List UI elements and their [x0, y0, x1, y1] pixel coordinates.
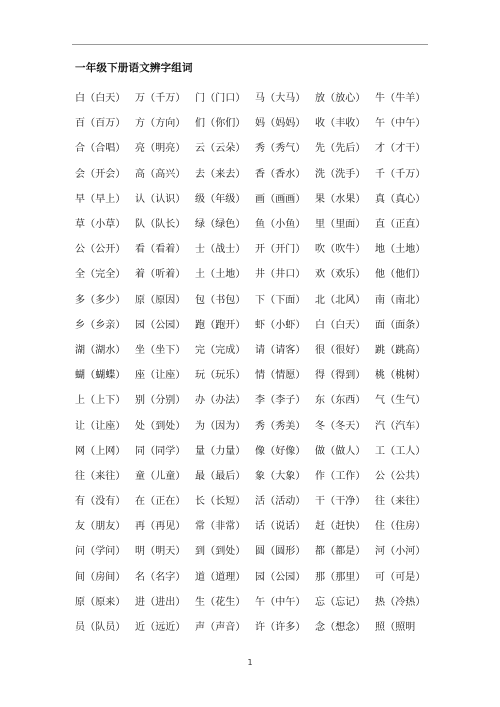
word-entry: 才（才干） — [375, 143, 426, 155]
word-entry: 桃（桃树） — [375, 370, 426, 382]
word-entry: 先（先后） — [315, 143, 366, 155]
word-entry: 生（花生） — [195, 596, 246, 608]
word-entry: 作（工作） — [315, 470, 366, 482]
word-entry: 全（完全） — [75, 269, 126, 281]
word-entry: 放（放心） — [315, 93, 366, 105]
word-entry: 再（再见） — [135, 521, 186, 533]
word-entry: 吹（吹牛） — [315, 244, 366, 256]
word-entry: 量（力量） — [195, 445, 246, 457]
word-entry: 原（原来） — [75, 596, 126, 608]
word-entry: 气（生气） — [375, 395, 426, 407]
word-entry: 白（白天） — [315, 319, 366, 331]
word-entry: 方（方向） — [135, 118, 186, 130]
word-entry: 洗（洗手） — [315, 168, 366, 180]
word-row — [75, 160, 435, 185]
word-entry: 高（高兴） — [135, 168, 186, 180]
word-entry: 原（原因） — [135, 294, 186, 306]
word-entry: 认（认识） — [135, 193, 186, 205]
word-entry: 午（中午） — [255, 596, 306, 608]
word-entry: 处（到处） — [135, 420, 186, 432]
word-entry: 里（里面） — [315, 219, 366, 231]
word-row — [75, 462, 435, 487]
word-entry: 地（土地） — [375, 244, 426, 256]
word-entry: 在（正在） — [135, 496, 186, 508]
word-entry: 活（活动） — [255, 496, 306, 508]
word-entry: 云（云朵） — [195, 143, 246, 155]
word-entry: 热（冷热） — [375, 596, 426, 608]
word-row — [75, 588, 435, 613]
word-entry: 真（真心） — [375, 193, 426, 205]
word-entry: 汽（汽车） — [375, 420, 426, 432]
word-entry: 鱼（小鱼） — [255, 219, 306, 231]
word-row — [75, 109, 435, 134]
document-title: 一年级下册语文辨字组词 — [75, 62, 193, 74]
word-row — [75, 235, 435, 260]
word-row — [75, 286, 435, 311]
word-entry: 面（面条） — [375, 319, 426, 331]
word-row — [75, 437, 435, 462]
word-entry: 级（年级） — [195, 193, 246, 205]
word-entry: 果（水果） — [315, 193, 366, 205]
word-entry: 东（东西） — [315, 395, 366, 407]
word-entry: 进（进出） — [135, 596, 186, 608]
word-entry: 圆（圆形） — [255, 546, 306, 558]
word-entry: 万（千万） — [135, 93, 186, 105]
word-entry: 情（情愿） — [255, 370, 306, 382]
word-entry: 蝴（蝴蝶） — [75, 370, 126, 382]
word-entry: 看（看着） — [135, 244, 186, 256]
word-entry: 白（白天） — [75, 93, 126, 105]
word-entry: 开（开门） — [255, 244, 306, 256]
word-entry: 长（长短） — [195, 496, 246, 508]
word-row — [75, 487, 435, 512]
word-row — [75, 311, 435, 336]
word-entry: 乡（乡亲） — [75, 319, 126, 331]
word-entry: 妈（妈妈） — [255, 118, 306, 130]
word-entry: 问（学问） — [75, 546, 126, 558]
word-entry: 午（中午） — [375, 118, 426, 130]
word-entry: 完（完成） — [195, 344, 246, 356]
word-entry: 亮（明亮） — [135, 143, 186, 155]
word-entry: 草（小草） — [75, 219, 126, 231]
word-row — [75, 613, 435, 638]
page-number: 1 — [247, 658, 253, 667]
word-entry: 下（下面） — [255, 294, 306, 306]
word-entry: 最（最后） — [195, 470, 246, 482]
word-entry: 马（大马） — [255, 93, 306, 105]
word-entry: 去（来去） — [195, 168, 246, 180]
word-entry: 明（明天） — [135, 546, 186, 558]
word-entry: 河（小河） — [375, 546, 426, 558]
word-entry: 南（南北） — [375, 294, 426, 306]
word-entry: 百（百万） — [75, 118, 126, 130]
word-entry: 念（想念） — [315, 622, 366, 634]
word-entry: 往（来往） — [75, 470, 126, 482]
word-entry: 同（同学） — [135, 445, 186, 457]
word-entry: 包（书包） — [195, 294, 246, 306]
word-entry: 井（井口） — [255, 269, 306, 281]
word-entry: 像（好像） — [255, 445, 306, 457]
word-entry: 童（儿童） — [135, 470, 186, 482]
word-entry: 公（公开） — [75, 244, 126, 256]
word-entry: 照（照明 — [375, 622, 416, 634]
word-entry: 秀（秀美） — [255, 420, 306, 432]
word-entry: 会（开会） — [75, 168, 126, 180]
word-entry: 近（远近） — [135, 622, 186, 634]
word-entry: 秀（秀气） — [255, 143, 306, 155]
word-entry: 请（请客） — [255, 344, 306, 356]
word-entry: 公（公共） — [375, 470, 426, 482]
word-entry: 坐（坐下） — [135, 344, 186, 356]
word-entry: 象（大象） — [255, 470, 306, 482]
word-entry: 冬（冬天） — [315, 420, 366, 432]
word-entry: 玩（玩乐） — [195, 370, 246, 382]
word-entry: 友（朋友） — [75, 521, 126, 533]
word-entry: 多（多少） — [75, 294, 126, 306]
word-entry: 早（早上） — [75, 193, 126, 205]
word-entry: 赶（赶快） — [315, 521, 366, 533]
word-entry: 有（没有） — [75, 496, 126, 508]
word-entry: 到（到处） — [195, 546, 246, 558]
word-entry: 北（北风） — [315, 294, 366, 306]
word-entry: 着（听着） — [135, 269, 186, 281]
word-entry: 画（画画） — [255, 193, 306, 205]
word-entry: 办（办法） — [195, 395, 246, 407]
word-entry: 跑（跑开） — [195, 319, 246, 331]
word-entry: 住（住房） — [375, 521, 426, 533]
word-entry: 土（土地） — [195, 269, 246, 281]
word-row — [75, 512, 435, 537]
word-entry: 间（房间） — [75, 571, 126, 583]
word-entry: 园（公园） — [135, 319, 186, 331]
word-entry: 往（来往） — [375, 496, 426, 508]
word-entry: 们（你们） — [195, 118, 246, 130]
word-entry: 声（声音） — [195, 622, 246, 634]
header-rule — [72, 44, 428, 45]
word-entry: 常（非常） — [195, 521, 246, 533]
word-entry: 虾（小虾） — [255, 319, 306, 331]
word-entry: 士（战士） — [195, 244, 246, 256]
word-entry: 很（很好） — [315, 344, 366, 356]
word-entry: 名（名字） — [135, 571, 186, 583]
word-entry: 干（干净） — [315, 496, 366, 508]
word-entry: 许（许多） — [255, 622, 306, 634]
word-entry: 牛（牛羊） — [375, 93, 426, 105]
word-entry: 园（公园） — [255, 571, 306, 583]
word-grid — [75, 84, 435, 638]
word-entry: 收（丰收） — [315, 118, 366, 130]
word-row — [75, 537, 435, 562]
word-entry: 座（让座） — [135, 370, 186, 382]
word-entry: 工（工人） — [375, 445, 426, 457]
word-entry: 员（队员） — [75, 622, 126, 634]
word-entry: 他（他们） — [375, 269, 426, 281]
word-entry: 队（队长） — [135, 219, 186, 231]
word-entry: 千（千万） — [375, 168, 426, 180]
word-row — [75, 336, 435, 361]
word-entry: 门（门口） — [195, 93, 246, 105]
word-entry: 让（让座） — [75, 420, 126, 432]
word-row — [75, 185, 435, 210]
word-entry: 李（李子） — [255, 395, 306, 407]
word-entry: 道（道理） — [195, 571, 246, 583]
word-row — [75, 210, 435, 235]
word-entry: 得（得到） — [315, 370, 366, 382]
word-entry: 直（正直） — [375, 219, 426, 231]
word-row — [75, 386, 435, 411]
word-row — [75, 84, 435, 109]
word-entry: 湖（湖水） — [75, 344, 126, 356]
word-entry: 忘（忘记） — [315, 596, 366, 608]
word-entry: 话（说话） — [255, 521, 306, 533]
word-entry: 网（上网） — [75, 445, 126, 457]
word-entry: 别（分别） — [135, 395, 186, 407]
word-entry: 为（因为） — [195, 420, 246, 432]
word-entry: 上（上下） — [75, 395, 126, 407]
word-entry: 欢（欢乐） — [315, 269, 366, 281]
word-entry: 可（可是） — [375, 571, 426, 583]
word-row — [75, 563, 435, 588]
word-entry: 跳（跳高） — [375, 344, 426, 356]
word-row — [75, 260, 435, 285]
word-entry: 合（合唱） — [75, 143, 126, 155]
word-entry: 香（香水） — [255, 168, 306, 180]
word-entry: 都（都是） — [315, 546, 366, 558]
word-row — [75, 361, 435, 386]
word-row — [75, 411, 435, 436]
word-row — [75, 134, 435, 159]
word-entry: 做（做人） — [315, 445, 366, 457]
word-entry: 那（那里） — [315, 571, 366, 583]
word-entry: 绿（绿色） — [195, 219, 246, 231]
